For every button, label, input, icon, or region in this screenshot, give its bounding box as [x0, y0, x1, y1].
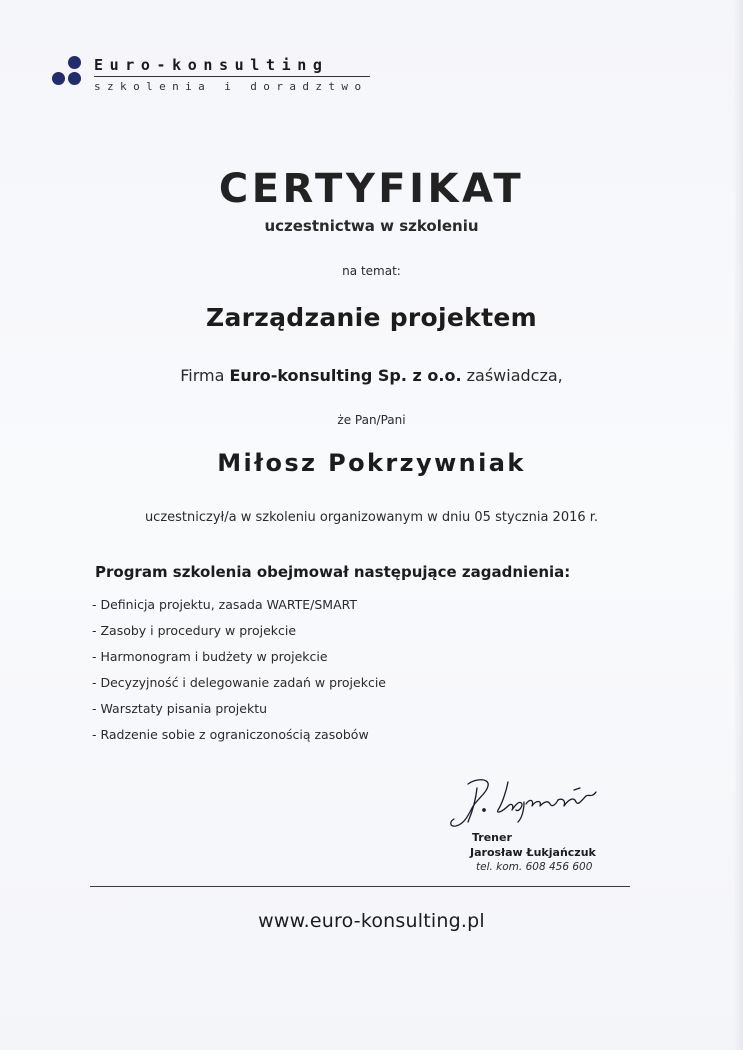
- firm-name: Euro-konsulting Sp. z o.o.: [229, 366, 462, 385]
- logo-name: Euro-konsulting: [94, 56, 329, 74]
- trainer-role: Trener: [472, 831, 512, 844]
- participant-name: Miłosz Pokrzywniak: [217, 449, 526, 477]
- pan-pani-label: że Pan/Pani: [337, 413, 406, 427]
- program-item: - Definicja projektu, zasada WARTE/SMART: [92, 597, 358, 612]
- certificate-title: CERTYFIKAT: [218, 166, 525, 212]
- program-item: - Harmonogram i budżety w projekcie: [92, 649, 328, 664]
- logo-divider: [94, 76, 370, 77]
- trainer-signature-icon: [446, 770, 611, 832]
- logo-dots-icon: [52, 54, 86, 90]
- firm-statement: [0, 366, 743, 385]
- program-item: - Warsztaty pisania projektu: [92, 701, 268, 716]
- program-list: [92, 595, 386, 751]
- firm-prefix: Firma: [180, 366, 225, 385]
- firm-suffix: zaświadcza,: [466, 366, 563, 385]
- program-item: - Decyzyjność i delegowanie zadań w projekcie: [92, 675, 386, 690]
- company-logo: [52, 54, 372, 100]
- program-item: - Zasoby i procedury w projekcie: [92, 623, 297, 638]
- attendance-statement: uczestniczył/a w szkoleniu organizowanym w dniu 05 stycznia 2016 r.: [144, 510, 599, 525]
- program-heading: Program szkolenia obejmował następujące zagadnienia:: [95, 563, 571, 581]
- logo-tagline: szkolenia i doradztwo: [94, 80, 368, 93]
- trainer-phone: tel. kom. 608 456 600: [476, 861, 593, 873]
- topic-label: na temat:: [342, 264, 401, 278]
- certificate-subtitle: uczestnictwa w szkoleniu: [264, 217, 479, 235]
- trainer-block: [470, 830, 620, 875]
- program-item: - Radzenie sobie z ograniczonością zasobów: [92, 727, 369, 742]
- footer-divider: [90, 886, 630, 887]
- training-topic: Zarządzanie projektem: [206, 303, 537, 332]
- website-link[interactable]: www.euro-konsulting.pl: [258, 910, 485, 932]
- trainer-name: Jarosław Łukjańczuk: [470, 846, 596, 859]
